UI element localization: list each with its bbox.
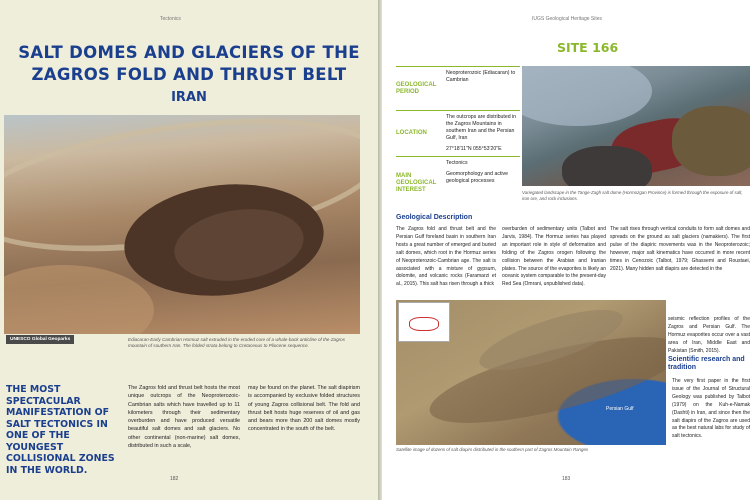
page-number-right: 183 (562, 476, 571, 482)
info-row-location (396, 110, 520, 156)
site-number: SITE 166 (557, 40, 619, 55)
geo-desc-column-1: The Zagros fold and thrust belt and the Persian Gulf foreland basin in southern Iran hosts a great number of emerged and buried salt domes, which root in the Hormuz series of Neoproterozoic-Cambrian age. The salt is associated with a mixture of gypsum, dolomite, and volcanic rocks (Faramarzi et al., 2015). This salt has risen through a thick (396, 226, 496, 288)
info-val-interest (440, 157, 520, 210)
right-page (382, 0, 750, 500)
page-title: SALT DOMES AND GLACIERS OF THE ZAGROS FOLD AND THRUST BELT (18, 43, 360, 84)
scientific-research-heading: Scientific research and tradition (668, 356, 745, 371)
pull-quote: THE MOST SPECTACULAR MANIFESTATION OF SALT TECTONICS IN ONE OF THE YOUNGEST COLLISIONAL ZONES IN THE WORLD. (6, 384, 115, 476)
map-inset (398, 302, 450, 342)
info-key-period: GEOLOGICAL PERIOD (396, 81, 437, 95)
info-row-interest (396, 156, 520, 210)
geo-desc-column-2: overburden of sedimentary units (Talbot and Jarvis, 1984). The Hormuz series has played an important role in style of deformation and folding of the Zagros orogen following the collision between the Arabian and Iranian plates. The source of the evaporites is likely an oceanic system comparable to the present-day Red Sea (Omrani, unpublished data). (502, 226, 606, 288)
country-label: IRAN (171, 90, 207, 105)
page-number-left: 182 (170, 476, 179, 482)
running-head-left: Tectonics (160, 16, 181, 22)
info-val-period (440, 67, 520, 110)
location-coords: 27°18'11"N 055°53'20"E (446, 146, 502, 152)
photo-caption-right: Variegated landscape in the Tange-Zagh salt dome (Hormozgan Province) is formed through the exposure of salt, iron ore, and rock inclusions. (522, 190, 743, 201)
body-column-2: may be found on the planet. The salt diapirism is accompanied by exclusive folded structures of young Zagros collisional belt. The fold and thrust belt hosts huge reserves of oil and gas and bears more than 200 salt domes mostly concentrated in the south of the belt. (248, 385, 360, 433)
running-head-right: IUGS Geological Heritage Sites (532, 16, 603, 22)
geological-description-heading: Geological Description (396, 214, 473, 221)
geopark-badge: UNESCO Global Geoparks (6, 335, 74, 344)
body-column-1: The Zagros fold and thrust belt hosts the most unique outcrops of the Neoproterozoic-Cambrian salts which have travelled up to 11 kilometers through their sedimentary overburden and have produced versatile beautiful salt domes and salt glaciers. No other continental (non-marine) salt domes, distributed in such a scale, (128, 385, 240, 450)
info-key-interest: MAIN GEOLOGICAL INTEREST (396, 173, 437, 193)
photo-caption-left: Ediacaran-Early Cambrian Hormuz salt extruded in the eroded core of a whale-back anticline of the Zagros mountain of southern Iran. The folded strata belong to Cretaceous to Pliocene sequence. (128, 337, 346, 348)
interest-value-1: Tectonics (446, 160, 468, 166)
persian-gulf-label: Persian Gulf (606, 406, 634, 412)
period-value: Neoproterozoic (Ediacaran) to Cambrian (446, 70, 516, 83)
location-value: The outcrops are distributed in the Zagros Mountains in southern Iran and the Persian Gulf, Iran (446, 114, 517, 141)
info-key-location: LOCATION (396, 130, 427, 136)
tange-zagh-photo (522, 66, 750, 186)
geo-desc-column-3: The salt rises through vertical conduits to form salt domes and spreads on the ground as salt glaciers (namakiers). The first pulse of the diapiric movements was in the Neoproterozoic; however, major salt kinematics have occurred in more recent times in Cenozoic (Talbot, 1979; Ghassemi and Roustaei, 2021). Many hidden salt diapirs are detected in the (610, 226, 750, 272)
geo-desc-column-3-cont: seismic reflection profiles of the Zagros and Persian Gulf. The Hormuz evaporites occur over a vast area of Iran, Middle East and Pakistan (Smith, 2015). (668, 316, 750, 354)
info-val-location (440, 111, 520, 156)
site-info-table (396, 66, 520, 210)
info-row-period (396, 66, 520, 110)
salt-dome-photo (4, 115, 360, 334)
scientific-research-text: The very first paper in the first issue of the Journal of Structural Geology was published by Talbot (1979) on the Kuh-e-Namak (Dashti) in Iran, and since then the salt diapirs of the Zagros are used as the best natural labs for study of salt tectonics. (672, 378, 750, 440)
interest-value-2: Geomorphology and active geological processes (446, 171, 508, 184)
map-caption: Satellite image of dozens of salt diapirs distributed in the southern part of Zagros Mountain Ranges (396, 447, 589, 452)
satellite-map (396, 300, 666, 445)
